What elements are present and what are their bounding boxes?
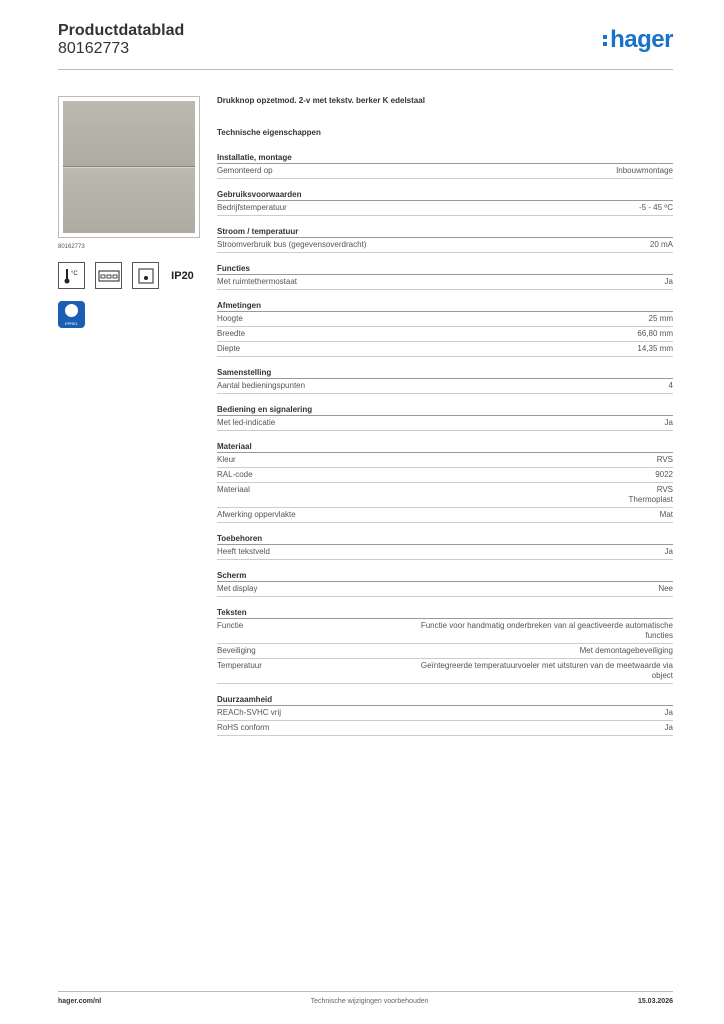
spec-row	[217, 416, 673, 431]
eprel-e-icon	[65, 304, 78, 317]
footer-divider	[58, 991, 673, 992]
spec-row	[217, 327, 673, 342]
footer-disclaimer: Technische wijzigingen voorbehouden	[310, 998, 429, 1005]
spec-label: Met display	[217, 584, 258, 593]
spec-value: Functie voor handmatig onderbreken van al geactiveerde automatische functies	[420, 621, 673, 640]
spec-value: Ja	[664, 723, 673, 732]
product-image	[63, 101, 195, 233]
spec-section	[217, 571, 673, 597]
spec-value: 20 mA	[649, 240, 673, 249]
spec-label: Beveiliging	[217, 646, 256, 655]
spec-label: Afwerking oppervlakte	[217, 510, 296, 519]
spec-section-title: Duurzaamheid	[217, 695, 673, 706]
spec-section-title: Bediening en signalering	[217, 405, 673, 416]
spec-value: Ja	[664, 547, 673, 556]
spec-row	[217, 483, 673, 508]
spec-value: Nee	[658, 584, 673, 593]
keypad-icon	[95, 262, 122, 289]
spec-value: RVS	[656, 455, 673, 464]
header-divider	[58, 69, 673, 70]
spec-row	[217, 582, 673, 597]
spec-row	[217, 468, 673, 483]
spec-label: Hoogte	[217, 314, 243, 323]
spec-value: Met demontagebeveiliging	[579, 646, 673, 655]
technical-properties-heading: Technische eigenschappen	[217, 128, 321, 137]
document-title: Productdatablad	[58, 22, 185, 39]
spec-section	[217, 368, 673, 394]
spec-value: 9022	[655, 470, 673, 479]
spec-section	[217, 534, 673, 560]
spec-value: Ja	[664, 277, 673, 286]
spec-row	[217, 164, 673, 179]
temperature-icon	[58, 262, 85, 289]
product-title: Drukknop opzetmod. 2-v met tekstv. berker K edelstaal	[217, 96, 425, 105]
spec-sections	[217, 153, 673, 736]
spec-row	[217, 545, 673, 560]
spec-label: Bedrijfstemperatuur	[217, 203, 287, 212]
spec-label: Aantal bedieningspunten	[217, 381, 306, 390]
spec-section-title: Gebruiksvoorwaarden	[217, 190, 673, 201]
spec-label: RoHS conform	[217, 723, 270, 732]
spec-value: 66,80 mm	[637, 329, 673, 338]
temperature-unit: °C	[70, 270, 78, 277]
spec-row	[217, 659, 673, 684]
eprel-energy-label-icon[interactable]	[58, 301, 85, 328]
rocker-bottom	[63, 167, 195, 233]
spec-value: Ja	[664, 708, 673, 717]
spec-section-title: Toebehoren	[217, 534, 673, 545]
spec-label: Gemonteerd op	[217, 166, 273, 175]
spec-row	[217, 706, 673, 721]
product-image-frame	[58, 96, 200, 238]
spec-label: REACh-SVHC vrij	[217, 708, 282, 717]
spec-row	[217, 342, 673, 357]
page-header	[58, 22, 673, 68]
spec-label: Materiaal	[217, 485, 250, 494]
sensor-icon	[132, 262, 159, 289]
spec-label: RAL-code	[217, 470, 253, 479]
spec-section-title: Samenstelling	[217, 368, 673, 379]
spec-row	[217, 312, 673, 327]
spec-section	[217, 190, 673, 216]
spec-row	[217, 238, 673, 253]
spec-section-title: Installatie, montage	[217, 153, 673, 164]
spec-value: Ja	[664, 418, 673, 427]
footer-website[interactable]: hager.com/nl	[58, 998, 102, 1005]
spec-row	[217, 619, 673, 644]
feature-icons	[58, 262, 200, 289]
footer-date: 15.03.2026	[637, 998, 673, 1005]
spec-value: 4	[668, 381, 673, 390]
product-media-column	[58, 96, 200, 328]
spec-label: Breedte	[217, 329, 246, 338]
spec-value: RVS Thermoplast	[628, 485, 673, 504]
spec-value: Mat	[659, 510, 673, 519]
spec-label: Heeft tekstveld	[217, 547, 270, 556]
spec-value: -5 - 45 ºC	[638, 203, 673, 212]
spec-row	[217, 275, 673, 290]
page-footer	[58, 998, 673, 1005]
spec-row	[217, 644, 673, 659]
hager-logo	[603, 26, 673, 54]
spec-section-title: Afmetingen	[217, 301, 673, 312]
spec-section	[217, 264, 673, 290]
spec-label: Stroomverbruik bus (gegevensoverdracht)	[217, 240, 367, 249]
spec-section	[217, 442, 673, 523]
spec-section-title: Teksten	[217, 608, 673, 619]
spec-row	[217, 508, 673, 523]
logo-dots-icon	[603, 32, 608, 49]
spec-label: Functie	[217, 621, 244, 630]
spec-section-title: Scherm	[217, 571, 673, 582]
spec-label: Temperatuur	[217, 661, 262, 670]
image-caption: 80162773	[58, 244, 85, 250]
spec-section	[217, 153, 673, 179]
spec-section	[217, 301, 673, 357]
spec-value: Inbouwmontage	[616, 166, 673, 175]
document-number: 80162773	[58, 40, 130, 57]
ip-rating-icon: IP20	[171, 269, 194, 282]
spec-row	[217, 453, 673, 468]
spec-value: Geïntegreerde temperatuurvoeler met uitsturen van de meetwaarde via object	[420, 661, 673, 680]
spec-label: Met ruimtethermostaat	[217, 277, 298, 286]
spec-row	[217, 721, 673, 736]
spec-section-title: Stroom / temperatuur	[217, 227, 673, 238]
spec-label: Diepte	[217, 344, 241, 353]
spec-section-title: Materiaal	[217, 442, 673, 453]
spec-label: Kleur	[217, 455, 236, 464]
eprel-label: EPREL	[64, 321, 79, 326]
spec-row	[217, 379, 673, 394]
spec-row	[217, 201, 673, 216]
spec-value: 25 mm	[648, 314, 673, 323]
spec-value: 14,35 mm	[637, 344, 673, 353]
spec-section	[217, 227, 673, 253]
specifications-column	[217, 96, 673, 736]
spec-label: Met led-indicatie	[217, 418, 276, 427]
spec-section-title: Functies	[217, 264, 673, 275]
spec-section	[217, 608, 673, 684]
rocker-top	[63, 101, 195, 167]
logo-text: hager	[610, 26, 673, 53]
spec-section	[217, 405, 673, 431]
spec-section	[217, 695, 673, 736]
